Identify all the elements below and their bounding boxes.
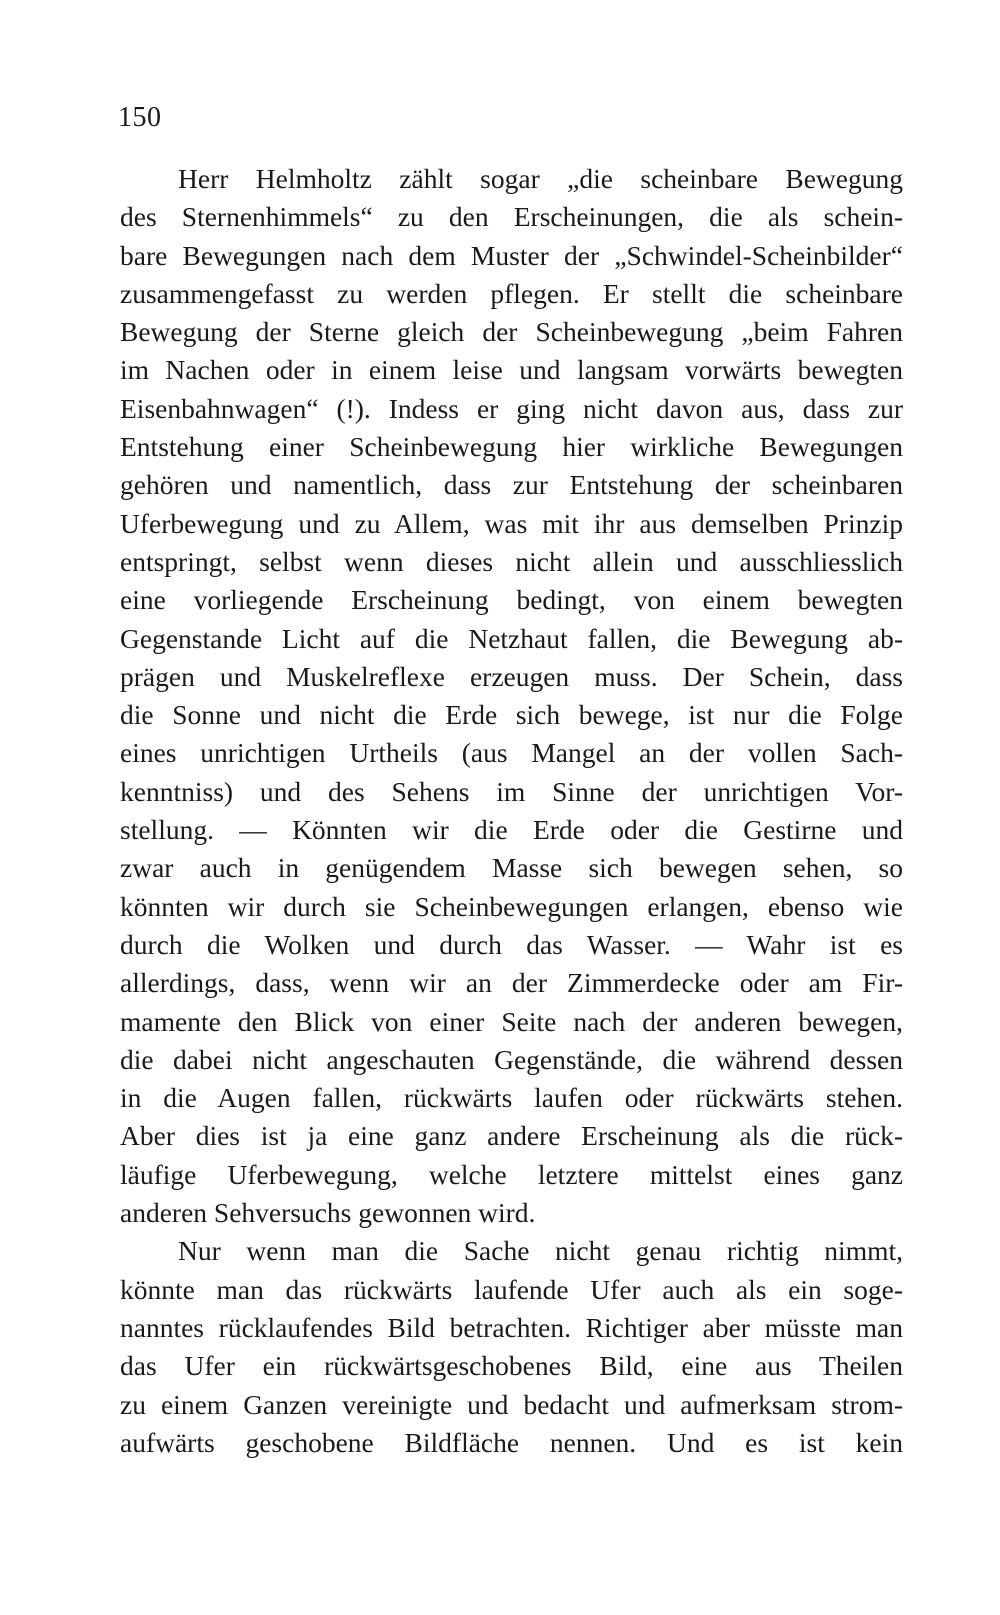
text-line: Herr Helmholtz zählt sogar „die scheinbare Bewegung — [178, 163, 903, 194]
paragraph-end-line: anderen Sehversuchs gewonnen wird. — [120, 1197, 536, 1229]
text-line: Eisenbahnwagen“ (!). Indess er ging nicht davon aus, dass zur — [120, 392, 903, 424]
text-line: zu einem Ganzen vereinigte und bedacht und aufmerksam strom- — [120, 1388, 903, 1420]
text-line: in die Augen fallen, rückwärts laufen oder rückwärts stehen. — [120, 1082, 903, 1114]
text-line: entspringt, selbst wenn dieses nicht allein und ausschliesslich — [120, 545, 903, 577]
text-line: läufige Uferbewegung, welche letztere mittelst eines ganz — [120, 1158, 903, 1190]
text-line: die Sonne und nicht die Erde sich bewege, ist nur die Folge — [120, 699, 903, 731]
text-line: eine vorliegende Erscheinung bedingt, von einem bewegten — [120, 584, 903, 616]
text-line: allerdings, dass, wenn wir an der Zimmerdecke oder am Fir- — [120, 967, 903, 999]
text-line: Aber dies ist ja eine ganz andere Erscheinung als die rück- — [120, 1120, 903, 1152]
text-line: nanntes rücklaufendes Bild betrachten. Richtiger aber müsste man — [120, 1311, 903, 1343]
text-line: mamente den Blick von einer Seite nach der anderen bewegen, — [120, 1005, 903, 1037]
text-line: stellung. — Könnten wir die Erde oder die Gestirne und — [120, 814, 903, 846]
text-line: gehören und namentlich, dass zur Entstehung der scheinbaren — [120, 469, 903, 501]
text-line: des Sternenhimmels“ zu den Erscheinungen, die als schein- — [120, 201, 903, 233]
text-line: bare Bewegungen nach dem Muster der „Schwindel-Scheinbilder“ — [120, 239, 903, 271]
text-line: könnten wir durch sie Scheinbewegungen erlangen, ebenso wie — [120, 890, 903, 922]
text-line: Bewegung der Sterne gleich der Scheinbewegung „beim Fahren — [120, 316, 903, 348]
page-number: 150 — [118, 102, 162, 133]
text-line: die dabei nicht angeschauten Gegenstände, die während dessen — [120, 1043, 903, 1075]
text-line: kenntniss) und des Sehens im Sinne der unrichtigen Vor- — [120, 775, 903, 807]
text-line: im Nachen oder in einem leise und langsam vorwärts bewegten — [120, 354, 903, 386]
text-line: Entstehung einer Scheinbewegung hier wirkliche Bewegungen — [120, 431, 903, 463]
text-line: zusammengefasst zu werden pflegen. Er stellt die scheinbare — [120, 277, 903, 309]
text-line: das Ufer ein rückwärtsgeschobenes Bild, eine aus Theilen — [120, 1350, 903, 1382]
text-line: Nur wenn man die Sache nicht genau richtig nimmt, — [178, 1235, 903, 1267]
text-line: Uferbewegung und zu Allem, was mit ihr aus demselben Prinzip — [120, 507, 903, 539]
body-text — [120, 160, 903, 1462]
text-line: prägen und Muskelreflexe erzeugen muss. Der Schein, dass — [120, 660, 903, 692]
text-line: eines unrichtigen Urtheils (aus Mangel an der vollen Sach- — [120, 737, 903, 769]
text-line: durch die Wolken und durch das Wasser. — Wahr ist es — [120, 928, 903, 960]
text-line: könnte man das rückwärts laufende Ufer auch als ein soge- — [120, 1273, 903, 1305]
text-line: Gegenstande Licht auf die Netzhaut fallen, die Bewegung ab- — [120, 622, 903, 654]
text-line: aufwärts geschobene Bildfläche nennen. Und es ist kein — [120, 1426, 903, 1458]
text-line: zwar auch in genügendem Masse sich bewegen sehen, so — [120, 852, 903, 884]
